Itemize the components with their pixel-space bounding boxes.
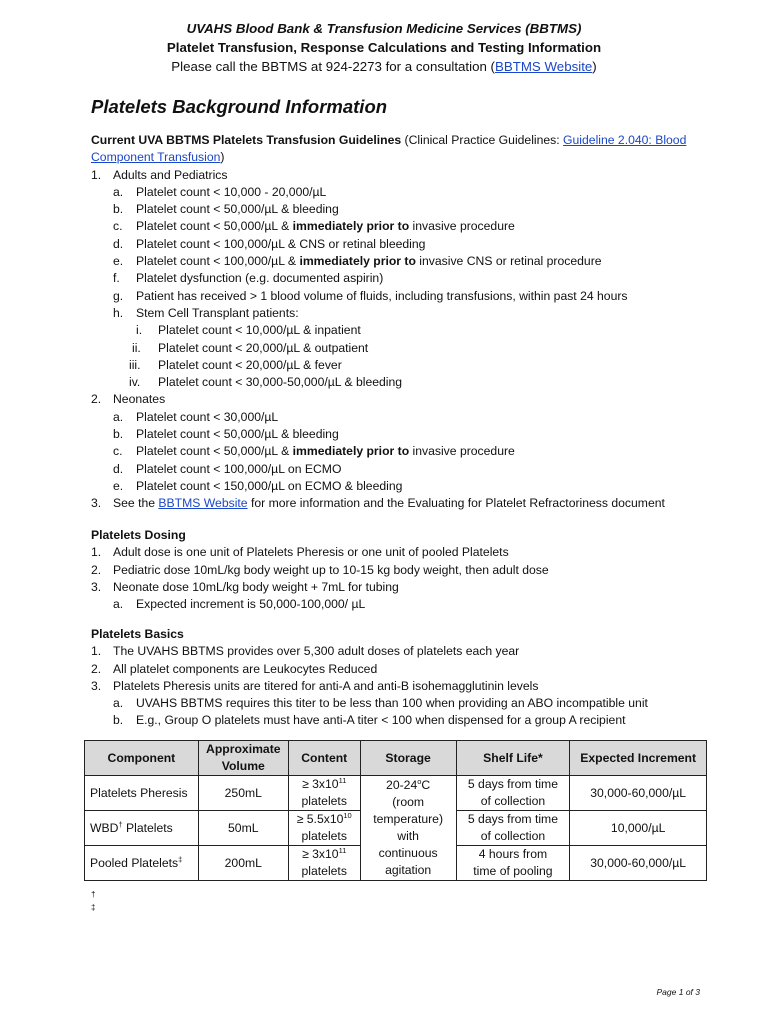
basics-section bbox=[91, 626, 701, 730]
list-item bbox=[91, 357, 701, 374]
guideline-2040-link[interactable]: Guideline 2.040: Blood Component Transfusion bbox=[91, 133, 687, 165]
column-header: Storage bbox=[360, 741, 456, 776]
list-item bbox=[91, 661, 701, 678]
list-item bbox=[91, 305, 701, 322]
emphasis-text: immediately prior to bbox=[292, 219, 410, 234]
table-cell bbox=[456, 811, 570, 846]
guidelines-section bbox=[91, 132, 701, 513]
list-text: Platelet dysfunction (e.g. documented aspirin) bbox=[136, 271, 384, 286]
section-heading: Platelets Background Information bbox=[91, 96, 388, 117]
list-marker: b. bbox=[113, 713, 124, 728]
storage-cell bbox=[360, 776, 456, 881]
footnote-mark: ‡ bbox=[178, 854, 183, 864]
list-text: Platelet count < 100,000/µL on ECMO bbox=[136, 461, 342, 476]
table-cell bbox=[85, 811, 199, 846]
list-item bbox=[91, 495, 701, 512]
column-header: Shelf Life* bbox=[456, 741, 570, 776]
org-title: UVAHS Blood Bank & Transfusion Medicine Services (BBTMS) bbox=[186, 21, 582, 36]
list-text: Expected increment is 50,000-100,000/ µL bbox=[136, 597, 366, 612]
list-item bbox=[91, 678, 701, 695]
list-text: Platelet count < 20,000/µL & fever bbox=[158, 357, 342, 372]
list-text bbox=[136, 253, 602, 270]
list-text: Adults and Pediatrics bbox=[113, 167, 228, 182]
text-run: platelets bbox=[301, 794, 347, 808]
table-cell: 30,000-60,000/µL bbox=[570, 846, 707, 881]
list-marker: e. bbox=[113, 254, 124, 269]
text-run: WBD bbox=[90, 820, 119, 835]
table-cell bbox=[456, 846, 570, 881]
table-header-row bbox=[85, 741, 707, 776]
text-run: Platelet count < 50,000/µL & bbox=[136, 444, 293, 459]
footnote-mark: † bbox=[118, 819, 123, 829]
list-text: UVAHS BBTMS requires this titer to be less than 100 when providing an ABO incompatible unit bbox=[136, 696, 648, 711]
list-item bbox=[91, 391, 701, 408]
list-item bbox=[91, 695, 701, 712]
footnote-dagger: † bbox=[91, 890, 96, 899]
list-marker: 1. bbox=[91, 644, 102, 659]
list-marker: 2. bbox=[91, 562, 102, 577]
list-marker: i. bbox=[136, 323, 143, 338]
list-marker: 1. bbox=[91, 167, 102, 182]
table-cell: 50mL bbox=[198, 811, 288, 846]
list-item bbox=[91, 544, 701, 561]
list-text bbox=[136, 218, 515, 235]
list-marker: b. bbox=[113, 427, 124, 442]
list-marker: c. bbox=[113, 219, 123, 234]
guidelines-title: Current UVA BBTMS Platelets Transfusion Guidelines bbox=[91, 133, 402, 147]
list-text: Platelet count < 20,000/µL & outpatient bbox=[158, 340, 369, 355]
column-header: Expected Increment bbox=[570, 741, 707, 776]
list-text: E.g., Group O platelets must have anti-A titer < 100 when dispensed for a group A recipient bbox=[136, 713, 626, 728]
table-cell bbox=[288, 776, 360, 811]
list-item bbox=[91, 596, 701, 613]
list-marker: f. bbox=[113, 271, 120, 286]
text-run: for more information and the Evaluating for Platelet Refractoriness document bbox=[247, 496, 665, 511]
table-cell: 250mL bbox=[198, 776, 288, 811]
column-header: Component bbox=[85, 741, 199, 776]
guidelines-close-paren: ) bbox=[220, 150, 225, 165]
document-header bbox=[0, 19, 768, 76]
text-run: C bbox=[421, 778, 431, 792]
list-text: Neonates bbox=[113, 392, 166, 407]
dosing-title: Platelets Dosing bbox=[91, 528, 186, 542]
list-item bbox=[91, 478, 701, 495]
text-run: of collection bbox=[480, 794, 546, 808]
text-run: platelets bbox=[301, 829, 347, 843]
list-marker: 3. bbox=[91, 496, 102, 511]
text-run: ≥ 5.5x10 bbox=[296, 812, 344, 826]
list-text bbox=[113, 495, 665, 512]
list-item bbox=[91, 443, 701, 460]
list-marker: 2. bbox=[91, 392, 102, 407]
list-item bbox=[91, 288, 701, 305]
list-text: Platelet count < 50,000/µL & bleeding bbox=[136, 427, 339, 442]
bbtms-website-link[interactable]: BBTMS Website bbox=[158, 496, 248, 511]
text-run: (room bbox=[392, 795, 425, 809]
list-marker: d. bbox=[113, 461, 124, 476]
text-run: ≥ 3x10 bbox=[302, 847, 339, 861]
text-run: Pooled Platelets bbox=[90, 855, 179, 870]
text-run: invasive procedure bbox=[409, 444, 515, 459]
guidelines-paren-text: (Clinical Practice Guidelines: bbox=[401, 133, 564, 147]
list-text: Pediatric dose 10mL/kg body weight up to 10-15 kg body weight, then adult dose bbox=[113, 562, 549, 577]
text-run: 20-24 bbox=[386, 778, 418, 792]
table-row bbox=[85, 776, 707, 811]
text-run: 5 days from time bbox=[467, 777, 558, 791]
list-item bbox=[91, 218, 701, 235]
exponent: 10 bbox=[343, 810, 352, 820]
list-item bbox=[91, 712, 701, 729]
consult-close-paren: ) bbox=[592, 59, 597, 74]
list-marker: 3. bbox=[91, 579, 102, 594]
basics-title: Platelets Basics bbox=[91, 627, 184, 641]
list-marker: ii. bbox=[132, 340, 141, 355]
list-item bbox=[91, 253, 701, 270]
list-item bbox=[91, 461, 701, 478]
list-text: Neonate dose 10mL/kg body weight + 7mL for tubing bbox=[113, 579, 399, 594]
text-run: agitation bbox=[385, 863, 432, 877]
list-item bbox=[91, 340, 701, 357]
table-cell: 30,000-60,000/µL bbox=[570, 776, 707, 811]
list-text: Patient has received > 1 blood volume of fluids, including transfusions, within past 24 hours bbox=[136, 288, 628, 303]
list-text: All platelet components are Leukocytes Reduced bbox=[113, 661, 378, 676]
table-cell bbox=[288, 811, 360, 846]
list-item bbox=[91, 426, 701, 443]
table-cell bbox=[456, 776, 570, 811]
list-item bbox=[91, 270, 701, 287]
text-run: ≥ 3x10 bbox=[302, 777, 339, 791]
list-text: The UVAHS BBTMS provides over 5,300 adult doses of platelets each year bbox=[113, 644, 520, 659]
list-text: Platelet count < 150,000/µL on ECMO & bleeding bbox=[136, 478, 403, 493]
list-text: Platelet count < 100,000/µL & CNS or retinal bleeding bbox=[136, 236, 426, 251]
bbtms-website-link[interactable]: BBTMS Website bbox=[495, 59, 593, 74]
list-marker: h. bbox=[113, 305, 124, 320]
list-marker: g. bbox=[113, 288, 124, 303]
consult-line bbox=[0, 57, 768, 76]
emphasis-text: immediately prior to bbox=[292, 444, 410, 459]
list-item bbox=[91, 167, 701, 184]
list-text: Stem Cell Transplant patients: bbox=[136, 305, 299, 320]
list-marker: 2. bbox=[91, 661, 102, 676]
page-number: Page 1 of 3 bbox=[656, 987, 700, 997]
text-run: 5 days from time bbox=[467, 812, 558, 826]
text-run: continuous bbox=[378, 846, 438, 860]
list-item bbox=[91, 409, 701, 426]
list-marker: d. bbox=[113, 236, 124, 251]
list-text: Adult dose is one unit of Platelets Pheresis or one unit of pooled Platelets bbox=[113, 545, 509, 560]
list-text: Platelets Pheresis units are titered for anti-A and anti-B isohemagglutinin levels bbox=[113, 678, 539, 693]
list-marker: a. bbox=[113, 696, 124, 711]
list-text bbox=[136, 443, 515, 460]
text-run: Platelet count < 100,000/µL & bbox=[136, 254, 300, 269]
list-item bbox=[91, 184, 701, 201]
list-marker: iv. bbox=[129, 375, 141, 390]
list-item bbox=[91, 201, 701, 218]
table-cell bbox=[288, 846, 360, 881]
table-cell: 10,000/µL bbox=[570, 811, 707, 846]
list-text: Platelet count < 10,000/µL & inpatient bbox=[158, 323, 361, 338]
text-run: Platelet count < 50,000/µL & bbox=[136, 219, 293, 234]
list-marker: c. bbox=[113, 444, 123, 459]
text-run: See the bbox=[113, 496, 159, 511]
list-marker: 3. bbox=[91, 678, 102, 693]
text-run: 4 hours from bbox=[478, 847, 548, 861]
table-cell: 200mL bbox=[198, 846, 288, 881]
list-marker: a. bbox=[113, 597, 124, 612]
list-item bbox=[91, 236, 701, 253]
consult-text: Please call the BBTMS at 924-2273 for a consultation ( bbox=[171, 59, 495, 74]
list-item bbox=[91, 562, 701, 579]
list-marker: b. bbox=[113, 202, 124, 217]
list-marker: e. bbox=[113, 478, 124, 493]
table-cell bbox=[85, 846, 199, 881]
degree-mark: o bbox=[417, 776, 422, 786]
list-item bbox=[91, 374, 701, 391]
list-text: Platelet count < 30,000-50,000/µL & bleeding bbox=[158, 375, 403, 390]
header-line: Volume bbox=[221, 759, 265, 773]
list-marker: 1. bbox=[91, 545, 102, 560]
text-run: platelets bbox=[301, 864, 347, 878]
text-run: Platelets bbox=[122, 820, 173, 835]
list-text: Platelet count < 50,000/µL & bleeding bbox=[136, 202, 339, 217]
text-run: temperature) bbox=[373, 812, 444, 826]
column-header: Content bbox=[288, 741, 360, 776]
column-header bbox=[198, 741, 288, 776]
list-text: Platelet count < 30,000/µL bbox=[136, 409, 279, 424]
footnote-double-dagger: ‡ bbox=[91, 903, 96, 912]
list-item bbox=[91, 322, 701, 339]
emphasis-text: immediately prior to bbox=[299, 254, 416, 269]
exponent: 11 bbox=[338, 845, 347, 855]
list-marker: a. bbox=[113, 184, 124, 199]
text-run: invasive CNS or retinal procedure bbox=[415, 254, 602, 269]
list-item bbox=[91, 579, 701, 596]
text-run: invasive procedure bbox=[409, 219, 515, 234]
text-run: of collection bbox=[480, 829, 546, 843]
text-run: with bbox=[397, 829, 419, 843]
document-title: Platelet Transfusion, Response Calculations and Testing Information bbox=[166, 40, 602, 55]
exponent: 11 bbox=[338, 775, 347, 785]
text-run: time of pooling bbox=[473, 864, 553, 878]
list-item bbox=[91, 643, 701, 660]
guidelines-title-line bbox=[91, 132, 691, 167]
header-line: Approximate bbox=[206, 742, 281, 756]
list-marker: iii. bbox=[129, 357, 141, 372]
list-marker: a. bbox=[113, 409, 124, 424]
list-text: Platelet count < 10,000 - 20,000/µL bbox=[136, 184, 327, 199]
dosing-section bbox=[91, 527, 701, 613]
table-cell: Platelets Pheresis bbox=[85, 776, 199, 811]
platelet-components-table bbox=[84, 740, 707, 881]
